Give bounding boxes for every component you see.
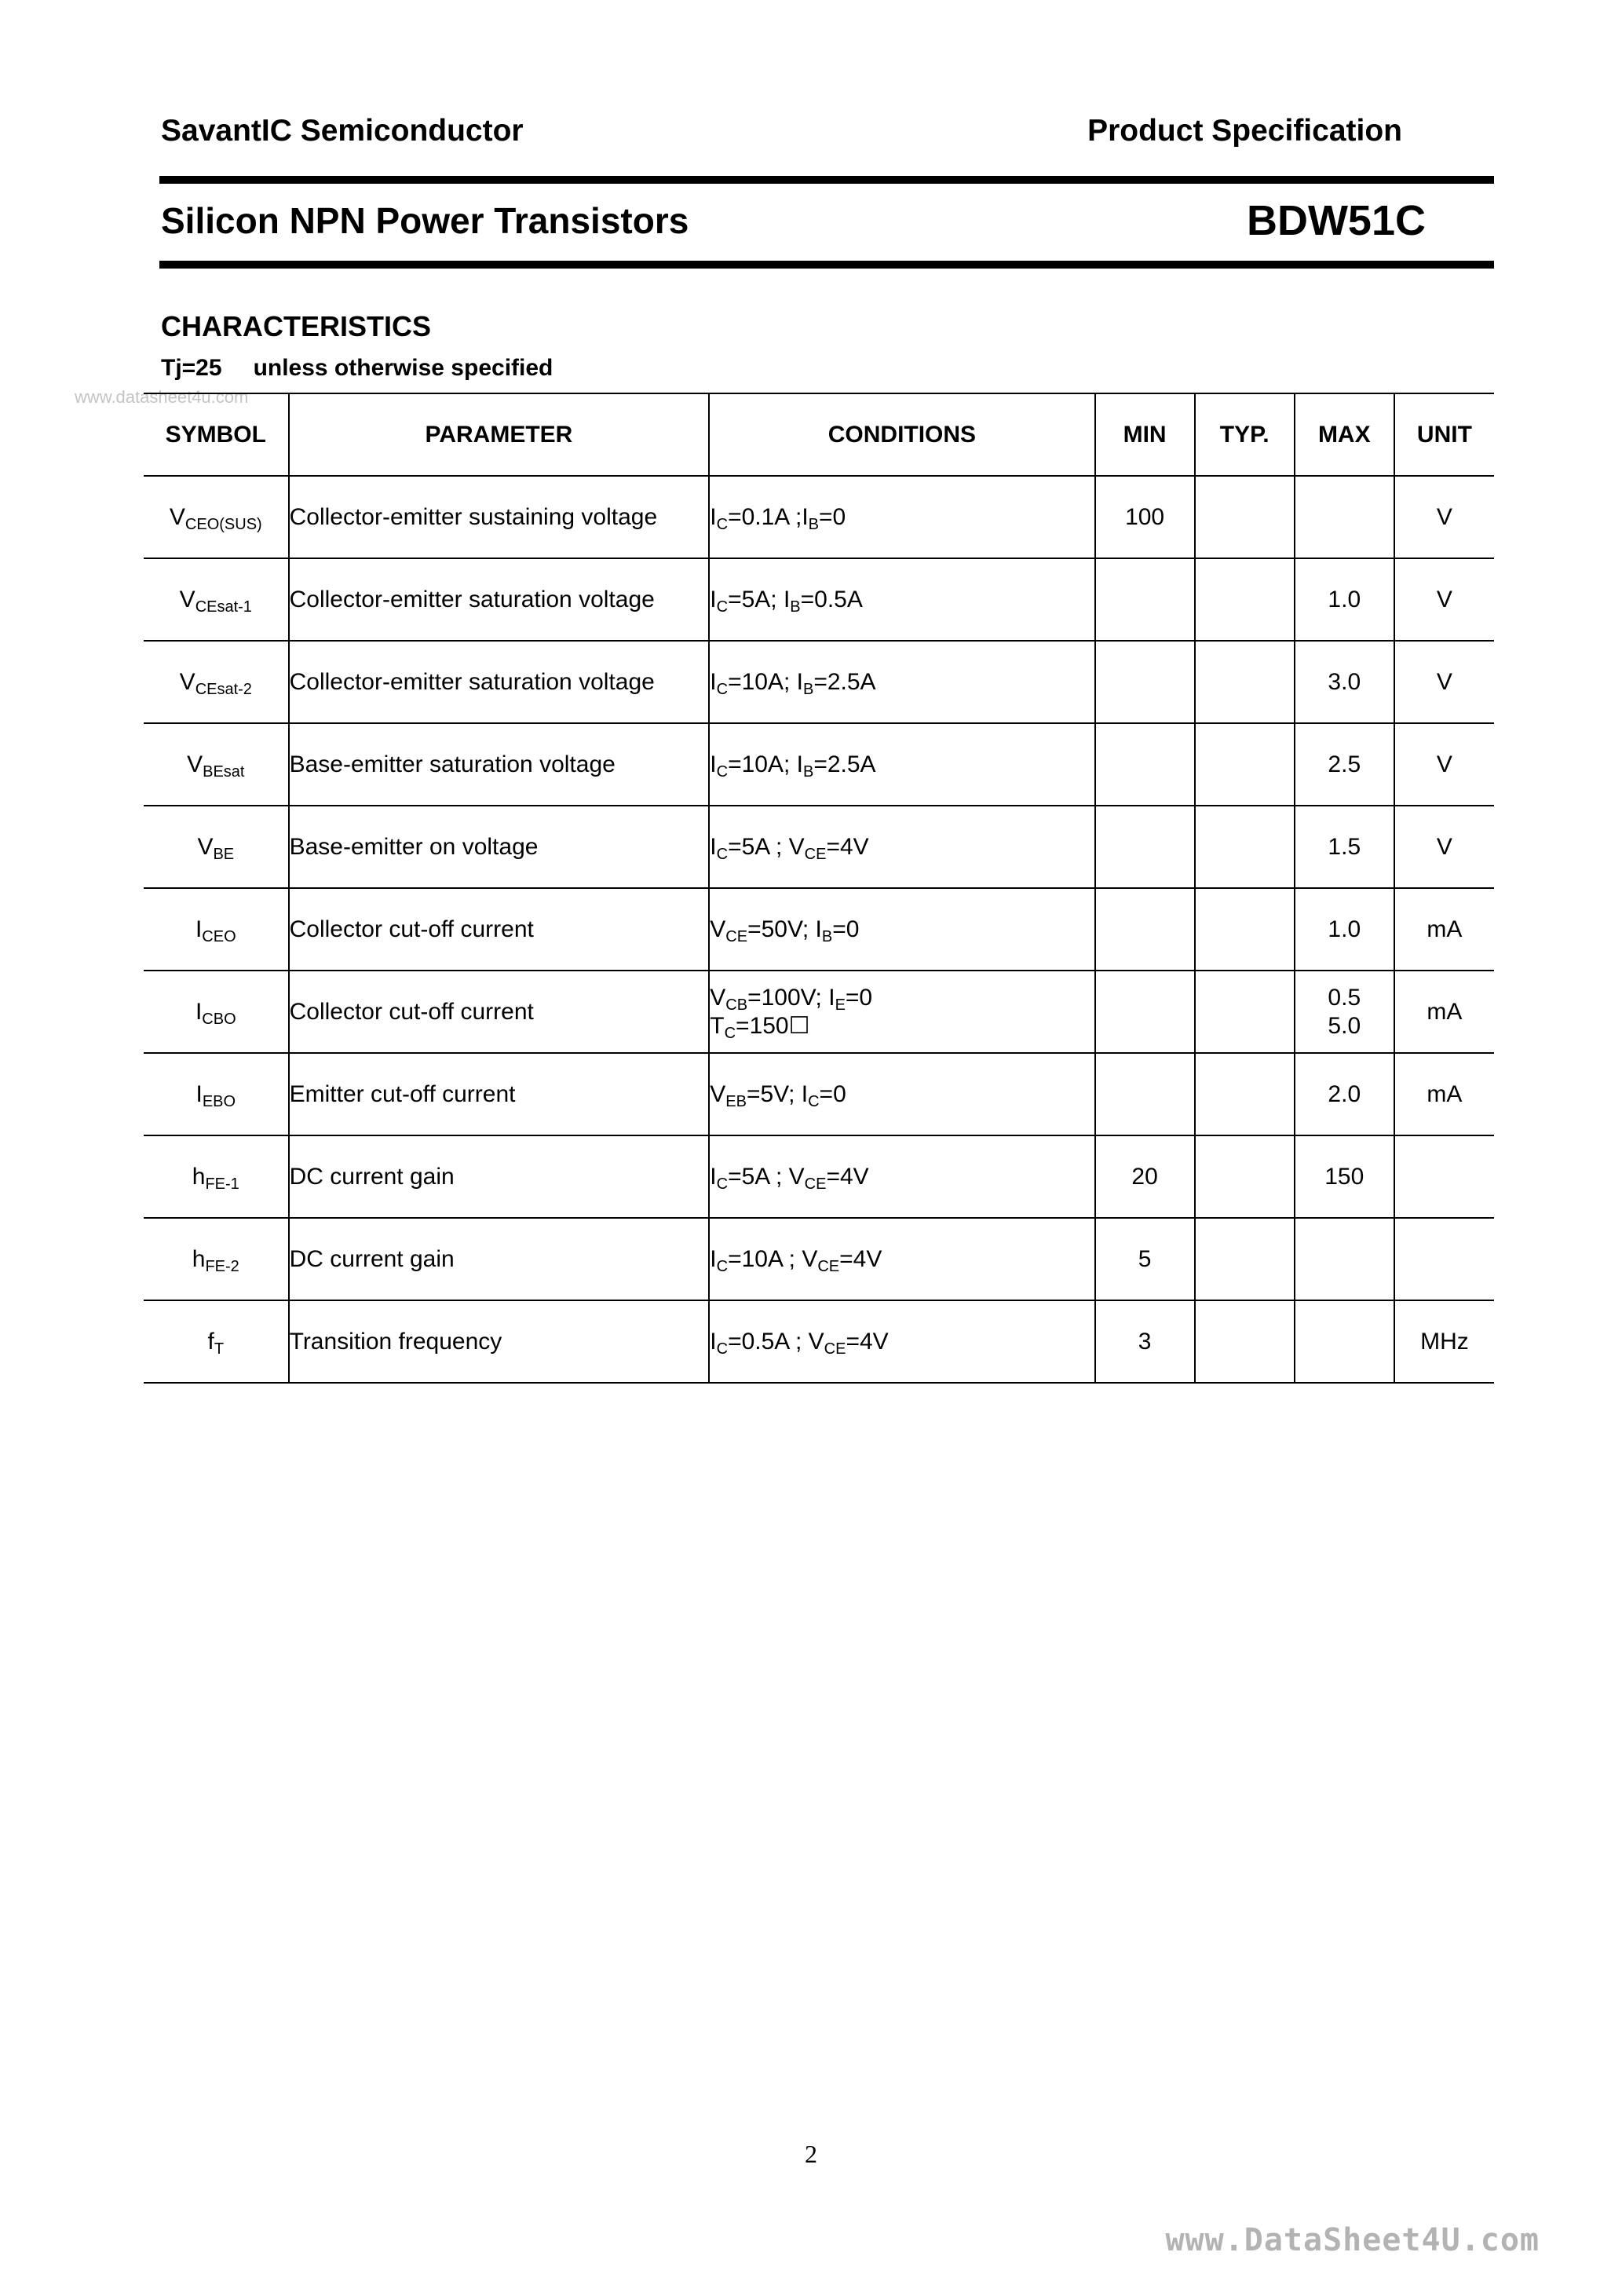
condition-subscript: B <box>808 515 819 533</box>
symbol-subscript: T <box>214 1340 225 1358</box>
symbol-base: I <box>195 916 203 942</box>
header-conditions: CONDITIONS <box>709 393 1094 476</box>
part-number: BDW51C <box>1246 197 1426 244</box>
table-body <box>144 476 1494 1383</box>
condition-text: I <box>710 1163 717 1190</box>
cell-conditions <box>709 641 1094 723</box>
condition-subscript: C <box>716 598 729 616</box>
cell-unit: V <box>1394 476 1494 558</box>
condition-line <box>710 751 1094 779</box>
condition-line <box>710 1012 1094 1040</box>
condition-text: =0 <box>819 1080 846 1107</box>
cell-parameter: DC current gain <box>289 1218 710 1300</box>
header-parameter: PARAMETER <box>289 393 710 476</box>
cell-typ <box>1195 1053 1295 1135</box>
symbol-base: I <box>195 1080 203 1107</box>
cell-parameter: Emitter cut-off current <box>289 1053 710 1135</box>
condition-text: =0 <box>832 916 860 942</box>
cell-conditions <box>709 1218 1094 1300</box>
cell-min <box>1095 888 1195 971</box>
cell-parameter: DC current gain <box>289 1135 710 1218</box>
cell-symbol <box>144 888 289 971</box>
cell-min: 3 <box>1095 1300 1195 1383</box>
condition-text: =100V; <box>747 984 829 1011</box>
condition-text: =4V <box>826 833 869 860</box>
condition-text: =5A; <box>728 586 784 612</box>
cell-max <box>1295 971 1394 1053</box>
condition-subscript: C <box>724 1024 736 1042</box>
condition-subscript: CE <box>804 1175 827 1193</box>
cell-symbol <box>144 641 289 723</box>
cell-unit: mA <box>1394 1053 1494 1135</box>
symbol-subscript: FE-1 <box>205 1175 239 1193</box>
cell-max: 1.0 <box>1295 558 1394 641</box>
condition-text: I <box>710 751 717 777</box>
cell-parameter: Collector cut-off current <box>289 971 710 1053</box>
condition-text: I <box>710 1328 717 1355</box>
condition-text: V <box>788 833 805 860</box>
condition-subscript: C <box>716 1175 729 1193</box>
condition-subscript: CE <box>817 1257 840 1275</box>
condition-line <box>710 586 1094 614</box>
cell-max-value: 5.0 <box>1328 1012 1361 1039</box>
temperature-condition <box>161 355 553 382</box>
table-row <box>144 476 1494 558</box>
symbol-subscript: CBO <box>202 1010 236 1028</box>
cell-conditions <box>709 806 1094 888</box>
cell-typ <box>1195 1300 1295 1383</box>
cell-parameter: Transition frequency <box>289 1300 710 1383</box>
condition-line <box>710 1163 1094 1191</box>
condition-subscript: E <box>835 996 846 1014</box>
condition-subscript: C <box>716 845 729 863</box>
cell-max: 150 <box>1295 1135 1394 1218</box>
symbol-subscript: BEsat <box>203 762 245 781</box>
condition-text: I <box>815 916 822 942</box>
company-name: SavantIC Semiconductor <box>161 114 524 148</box>
cell-min <box>1095 1053 1195 1135</box>
condition-text: V <box>788 1163 805 1190</box>
symbol-base: I <box>195 998 203 1025</box>
condition-text: =5A ; <box>728 833 789 860</box>
cell-unit: V <box>1394 723 1494 806</box>
condition-text: I <box>801 1080 809 1107</box>
condition-subscript: C <box>716 1340 729 1358</box>
cell-symbol <box>144 476 289 558</box>
condition-subscript: CE <box>804 845 827 863</box>
cell-min <box>1095 558 1195 641</box>
symbol-base: V <box>197 833 214 860</box>
symbol-subscript: CEO(SUS) <box>184 515 262 533</box>
characteristics-table <box>144 393 1494 1384</box>
cell-symbol <box>144 971 289 1053</box>
symbol-base: f <box>207 1328 214 1355</box>
section-title: CHARACTERISTICS <box>161 310 432 342</box>
condition-subscript: CE <box>725 927 748 945</box>
condition-text: =10A; <box>728 668 797 695</box>
cell-typ <box>1195 558 1295 641</box>
header-unit: UNIT <box>1394 393 1494 476</box>
cell-unit: mA <box>1394 888 1494 971</box>
condition-text: V <box>710 916 726 942</box>
cell-max: 1.5 <box>1295 806 1394 888</box>
condition-line <box>710 1245 1094 1274</box>
cell-max: 1.0 <box>1295 888 1394 971</box>
symbol-subscript: CEsat-2 <box>195 680 252 698</box>
symbol-subscript: BE <box>213 845 235 863</box>
condition-line <box>710 833 1094 861</box>
condition-text: =4V <box>846 1328 889 1355</box>
table-row <box>144 1053 1494 1135</box>
table-header-row <box>144 393 1494 476</box>
header-rule-bottom <box>159 261 1494 269</box>
cell-typ <box>1195 641 1295 723</box>
cell-unit <box>1394 1135 1494 1218</box>
cell-max <box>1295 1218 1394 1300</box>
cell-unit: V <box>1394 558 1494 641</box>
condition-line <box>710 1328 1094 1356</box>
cell-parameter: Collector-emitter saturation voltage <box>289 641 710 723</box>
symbol-base: V <box>179 586 195 612</box>
symbol-base: V <box>169 503 185 530</box>
condition-subscript: EB <box>725 1092 747 1110</box>
symbol-subscript: CEsat-1 <box>195 598 252 616</box>
cell-conditions <box>709 1053 1094 1135</box>
product-line-title: Silicon NPN Power Transistors <box>161 200 689 241</box>
condition-line <box>710 1080 1094 1109</box>
cell-symbol <box>144 723 289 806</box>
condition-subscript: C <box>716 762 729 781</box>
condition-line <box>710 668 1094 696</box>
header-rule-top <box>159 176 1494 184</box>
temp-condition-note: unless otherwise specified <box>253 355 553 381</box>
cell-typ <box>1195 806 1295 888</box>
cell-symbol <box>144 806 289 888</box>
condition-text: =2.5A <box>813 751 876 777</box>
condition-subscript: C <box>716 515 729 533</box>
cell-parameter: Collector-emitter sustaining voltage <box>289 476 710 558</box>
condition-subscript: B <box>790 598 801 616</box>
cell-typ <box>1195 476 1295 558</box>
symbol-base: h <box>192 1245 206 1272</box>
cell-max-value: 0.5 <box>1328 984 1361 1011</box>
document-type: Product Specification <box>1087 114 1402 148</box>
condition-line <box>710 984 1094 1012</box>
condition-text: I <box>783 586 791 612</box>
cell-typ <box>1195 723 1295 806</box>
condition-text: V <box>710 1080 726 1107</box>
table-row <box>144 641 1494 723</box>
condition-text: =4V <box>826 1163 869 1190</box>
table-row <box>144 1300 1494 1383</box>
cell-min: 100 <box>1095 476 1195 558</box>
table-row <box>144 1135 1494 1218</box>
temp-condition-value: Tj=25 <box>161 355 222 381</box>
symbol-base: V <box>179 668 195 695</box>
condition-text: I <box>710 503 717 530</box>
condition-text: I <box>710 586 717 612</box>
condition-subscript: CE <box>824 1340 846 1358</box>
watermark-top: www.datasheet4u.com <box>75 387 249 407</box>
cell-min: 5 <box>1095 1218 1195 1300</box>
table-row <box>144 806 1494 888</box>
cell-unit <box>1394 1218 1494 1300</box>
condition-text: I <box>710 833 717 860</box>
table-row <box>144 558 1494 641</box>
cell-unit: MHz <box>1394 1300 1494 1383</box>
condition-text: I <box>796 751 803 777</box>
condition-subscript: B <box>821 927 833 945</box>
cell-conditions <box>709 558 1094 641</box>
cell-unit: V <box>1394 806 1494 888</box>
condition-text: =0.5A ; <box>728 1328 809 1355</box>
symbol-subscript: CEO <box>202 927 236 945</box>
cell-max <box>1295 476 1394 558</box>
cell-symbol <box>144 1053 289 1135</box>
condition-subscript: C <box>808 1092 820 1110</box>
cell-max: 3.0 <box>1295 641 1394 723</box>
watermark-bottom: www.DataSheet4U.com <box>1165 2222 1540 2258</box>
cell-symbol <box>144 1300 289 1383</box>
condition-line <box>710 503 1094 532</box>
cell-typ <box>1195 1135 1295 1218</box>
condition-text: =0 <box>819 503 846 530</box>
table-row <box>144 971 1494 1053</box>
condition-text: =5A ; <box>728 1163 789 1190</box>
cell-parameter: Base-emitter saturation voltage <box>289 723 710 806</box>
symbol-base: h <box>192 1163 206 1190</box>
cell-conditions <box>709 723 1094 806</box>
condition-text: =5V; <box>746 1080 802 1107</box>
header-min: MIN <box>1095 393 1195 476</box>
condition-text: I <box>796 668 803 695</box>
cell-min: 20 <box>1095 1135 1195 1218</box>
cell-max: 2.5 <box>1295 723 1394 806</box>
condition-text: V <box>710 984 726 1011</box>
cell-typ <box>1195 971 1295 1053</box>
cell-symbol <box>144 1218 289 1300</box>
condition-line <box>710 916 1094 944</box>
symbol-subscript: EBO <box>202 1092 236 1110</box>
condition-subscript: B <box>802 680 814 698</box>
condition-text: =150☐ <box>736 1012 810 1039</box>
condition-text: =0.1A ; <box>728 503 802 530</box>
cell-min <box>1095 641 1195 723</box>
cell-max: 2.0 <box>1295 1053 1394 1135</box>
cell-typ <box>1195 1218 1295 1300</box>
condition-text: =0 <box>845 984 873 1011</box>
cell-conditions <box>709 476 1094 558</box>
cell-parameter: Collector cut-off current <box>289 888 710 971</box>
cell-min <box>1095 806 1195 888</box>
condition-text: I <box>710 668 717 695</box>
table-row <box>144 888 1494 971</box>
cell-conditions <box>709 971 1094 1053</box>
condition-text: V <box>808 1328 824 1355</box>
cell-conditions <box>709 1135 1094 1218</box>
cell-min <box>1095 971 1195 1053</box>
cell-conditions <box>709 888 1094 971</box>
condition-text: =10A; <box>728 751 797 777</box>
condition-text: V <box>802 1245 818 1272</box>
symbol-subscript: FE-2 <box>205 1257 239 1275</box>
condition-subscript: B <box>802 762 814 781</box>
cell-symbol <box>144 1135 289 1218</box>
condition-subscript: C <box>716 1257 729 1275</box>
cell-typ <box>1195 888 1295 971</box>
condition-text: I <box>802 503 809 530</box>
cell-parameter: Base-emitter on voltage <box>289 806 710 888</box>
condition-text: =50V; <box>747 916 816 942</box>
cell-unit: mA <box>1394 971 1494 1053</box>
cell-unit: V <box>1394 641 1494 723</box>
cell-symbol <box>144 558 289 641</box>
table-row <box>144 723 1494 806</box>
cell-conditions <box>709 1300 1094 1383</box>
condition-text: T <box>710 1012 725 1039</box>
condition-subscript: C <box>716 680 729 698</box>
condition-text: I <box>828 984 835 1011</box>
page-number: 2 <box>805 2140 817 2168</box>
cell-max <box>1295 1300 1394 1383</box>
cell-parameter: Collector-emitter saturation voltage <box>289 558 710 641</box>
cell-min <box>1095 723 1195 806</box>
condition-text: =0.5A <box>800 586 863 612</box>
header-max: MAX <box>1295 393 1394 476</box>
condition-text: =10A ; <box>728 1245 802 1272</box>
condition-text: =2.5A <box>813 668 876 695</box>
table-row <box>144 1218 1494 1300</box>
header-symbol: SYMBOL <box>144 393 289 476</box>
symbol-base: V <box>187 751 203 777</box>
header-typ: TYP. <box>1195 393 1295 476</box>
condition-subscript: CB <box>725 996 748 1014</box>
condition-text: =4V <box>839 1245 882 1272</box>
condition-text: I <box>710 1245 717 1272</box>
